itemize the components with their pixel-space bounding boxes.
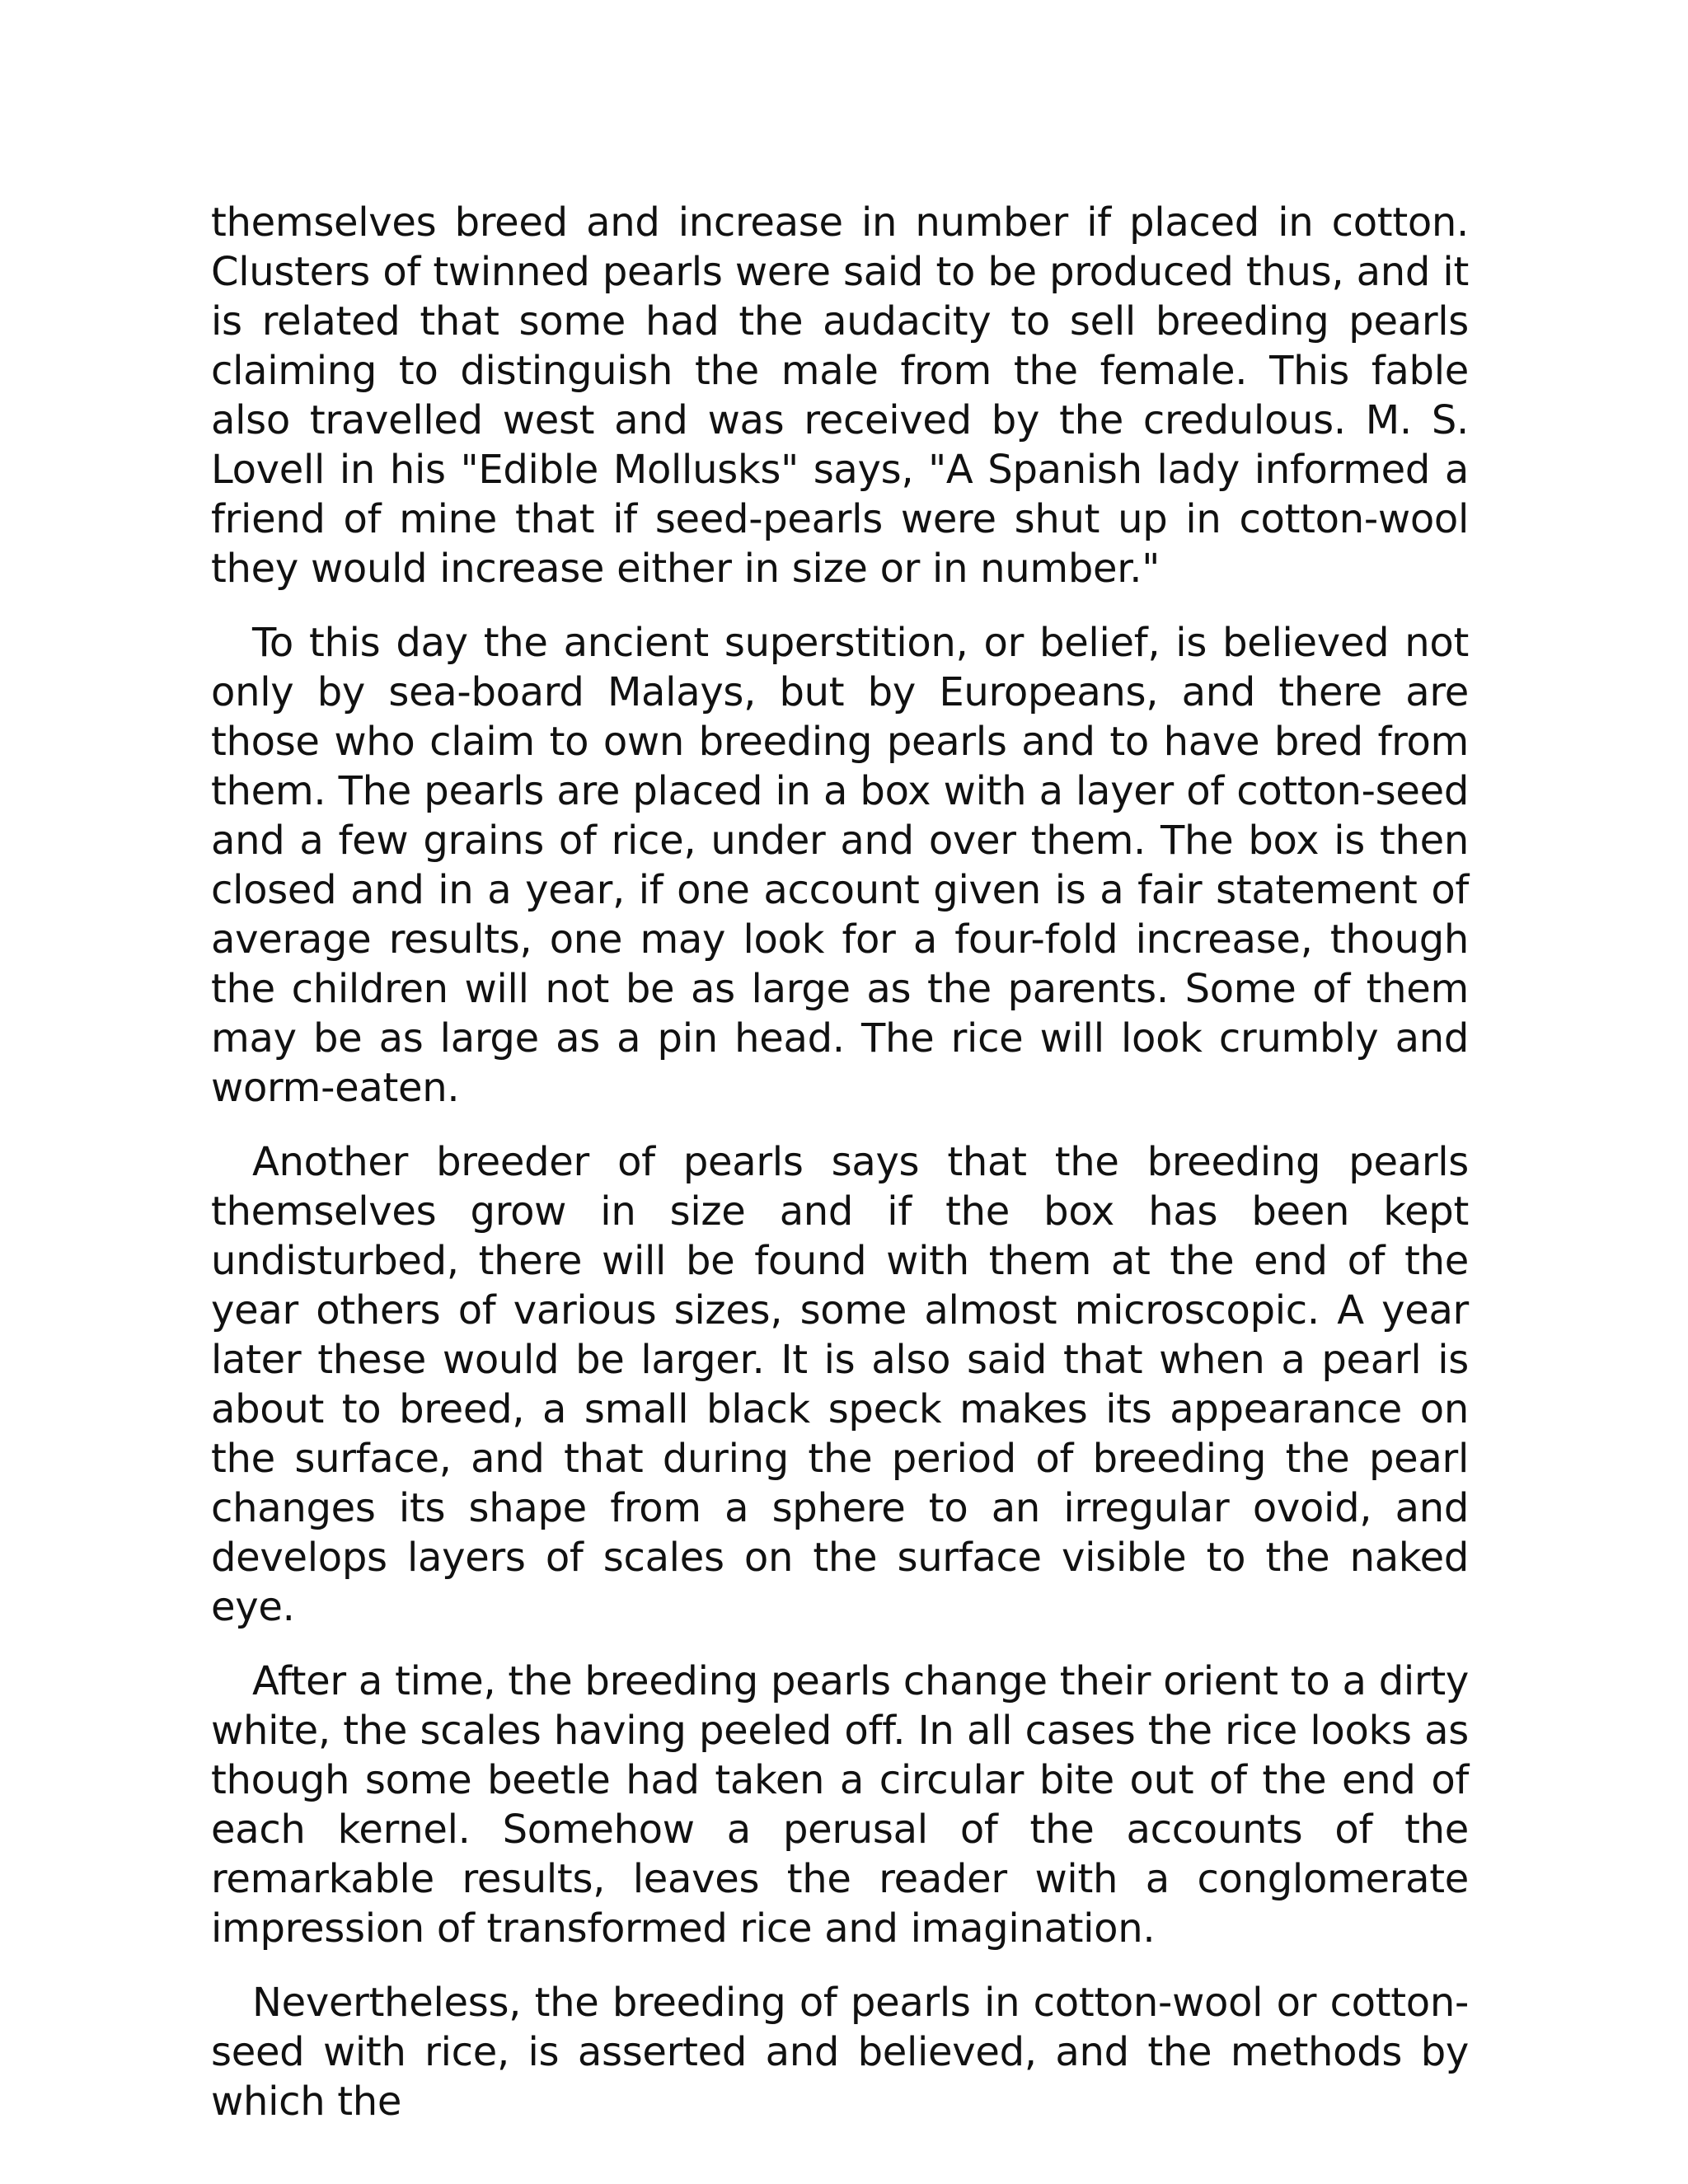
paragraph-superstition: To this day the ancient superstition, or belief, is believed not only by sea-board Malays, but by Europeans, and there are those who claim to own breeding pearls and to have bred from them. The pearls are placed in a box with a layer of cotton-seed and a few grains of rice, under and over them. The box is then closed and in a year, if one account given is a fair statement of average results, one may look for a four-fold increase, though the children will not be as large as the parents. Some of them may be as large as a pin head. The rice will look crumbly and worm-eaten. — [211, 620, 1469, 1111]
paragraph-continued: themselves breed and increase in number if placed in cotton. Clusters of twinned pearls were said to be produced thus, and it is related that some had the audacity to sell breeding pearls claiming to distinguish the male from the female. This fable also travelled west and was received by the credulous. M. S. Lovell in his "Edible Mollusks" says, "A Spanish lady informed a friend of mine that if seed-pearls were shut up in cotton-wool they would increase either in size or in number." — [211, 199, 1469, 592]
body-text — [211, 198, 1469, 2151]
paragraph-another-breeder: Another breeder of pearls says that the breeding pearls themselves grow in size and if the box has been kept undisturbed, there will be found with them at the end of the year others of various sizes, some almost microscopic. A year later these would be larger. It is also said that when a pearl is about to breed, a small black speck makes its appearance on the surface, and that during the period of breeding the pearl changes its shape from a sphere to an irregular ovoid, and develops layers of scales on the surface visible to the naked eye. — [211, 1139, 1469, 1630]
paragraph-nevertheless: Nevertheless, the breeding of pearls in cotton-wool or cotton-seed with rice, is asserted and believed, and the methods by which the — [211, 1980, 1469, 2125]
paragraph-after-a-time: After a time, the breeding pearls change their orient to a dirty white, the scales having peeled off. In all cases the rice looks as though some beetle had taken a circular bite out of the end of each kernel. Somehow a perusal of the accounts of the remarkable results, leaves the reader with a conglomerate impression of transformed rice and imagination. — [211, 1658, 1469, 1952]
